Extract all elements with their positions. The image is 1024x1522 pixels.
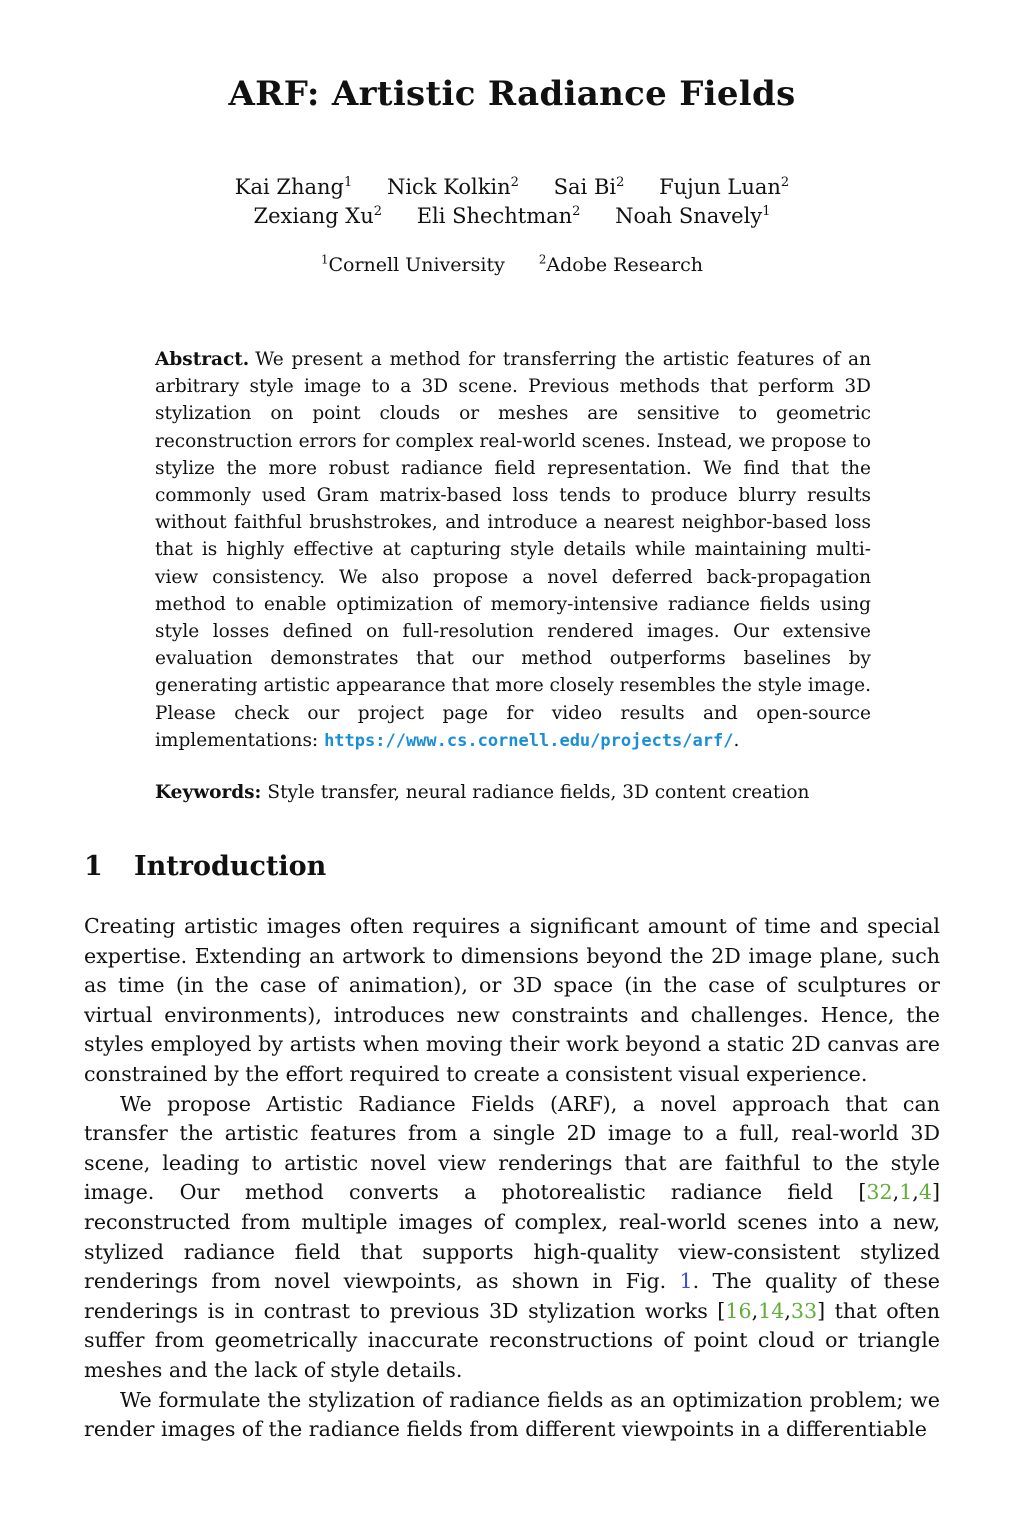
section-title: Introduction [134, 851, 327, 882]
keywords [155, 779, 871, 806]
paper-title: ARF: Artistic Radiance Fields [228, 74, 796, 114]
citation-link[interactable]: 32 [866, 1180, 893, 1205]
citation-link[interactable]: 4 [918, 1180, 932, 1205]
author-list-row-1 [0, 172, 1024, 202]
intro-paragraph-3: We formulate the stylization of radiance fields as an optimization problem; we render images of the radiance fields from different viewpoints in a differentiable [84, 1387, 940, 1442]
abstract-url-trail: . [733, 729, 740, 751]
author-list-row-2 [0, 201, 1024, 231]
citation-link[interactable]: 14 [758, 1298, 785, 1323]
intro-paragraph-1: Creating artistic images often requires a significant amount of time and special expertise. Extending an artwork to dimensions beyond the 2D image plane, such as time (in the case of animation), or 3D space (in the case of sculptures or virtual environments), introduces new constraints and challenges. Hence, the styles employed by artists when moving their work beyond a static 2D canvas are constrained by the effort required to create a consistent visual experience. [84, 914, 940, 1086]
author-nick-kolkin: Nick Kolkin$^2$ [386, 174, 519, 199]
abstract-label: Abstract. [155, 349, 250, 370]
introduction-body [84, 912, 940, 1445]
citation-link[interactable]: 33 [790, 1298, 818, 1323]
author-eli-shechtman: Eli Shechtman$^2$ [416, 203, 581, 228]
project-url-link[interactable]: https://www.cs.cornell.edu/projects/arf/ [324, 730, 734, 751]
section-heading-introduction [84, 851, 326, 882]
author-fujun-luan: Fujun Luan$^2$ [659, 174, 790, 199]
intro-paragraph-2: We propose Artistic Radiance Fields (ARF), a novel approach that can transfer the artistic features from a single 2D image to a full, real-world 3D scene, leading to artistic novel view renderings that are faithful to the style image. Our method converts a photorealistic radiance field [32,1,4] reconstructed from multiple images of complex, real-world scenes into a new, stylized radiance field that supports high-quality view-consistent stylized renderings from novel viewpoints, as shown in Fig. 1. The quality of these renderings is in contrast to previous 3D stylization works [16,14,33] that often suffer from geometrically inaccurate reconstructions of point cloud or triangle meshes and the lack of style details. [84, 1091, 940, 1382]
keywords-label: Keywords: [155, 782, 262, 803]
citation-link[interactable]: 1 [899, 1180, 913, 1205]
keywords-text: Style transfer, neural radiance fields, 3D content creation [267, 782, 810, 803]
figure-ref-link[interactable]: 1 [679, 1269, 693, 1294]
author-kai-zhang: Kai Zhang$^1$ [234, 174, 353, 199]
affiliation-adobe: $^2$Adobe Research [538, 252, 703, 276]
author-zexiang-xu: Zexiang Xu$^2$ [253, 203, 383, 228]
author-sai-bi: Sai Bi$^2$ [553, 174, 625, 199]
affiliation-cornell: $^1$Cornell University [321, 252, 505, 276]
section-number: 1 [84, 851, 103, 882]
abstract-text: We present a method for transferring the artistic features of an arbitrary style image to a 3D scene. Previous methods that perform 3D stylization on point clouds or meshes are sensitive to geometric reconstruction errors for complex real-world scenes. Instead, we propose to stylize the more robust radiance field representation. We find that the commonly used Gram matrix-based loss tends to produce blurry results without faithful brushstrokes, and introduce a nearest neighbor-based loss that is highly effective at capturing style details while maintaining multi-view consistency. We also propose a novel deferred back-propagation method to enable optimization of memory-intensive radiance fields using style losses defined on full-resolution rendered images. Our extensive evaluation demonstrates that our method outperforms baselines by generating artistic appearance that more closely resembles the style image. Please check our project page for video results and open-source implementations: [155, 349, 871, 751]
author-noah-snavely: Noah Snavely$^1$ [615, 203, 771, 228]
citation-link[interactable]: 16 [725, 1298, 752, 1323]
abstract [155, 346, 871, 755]
affiliations [0, 254, 1024, 276]
